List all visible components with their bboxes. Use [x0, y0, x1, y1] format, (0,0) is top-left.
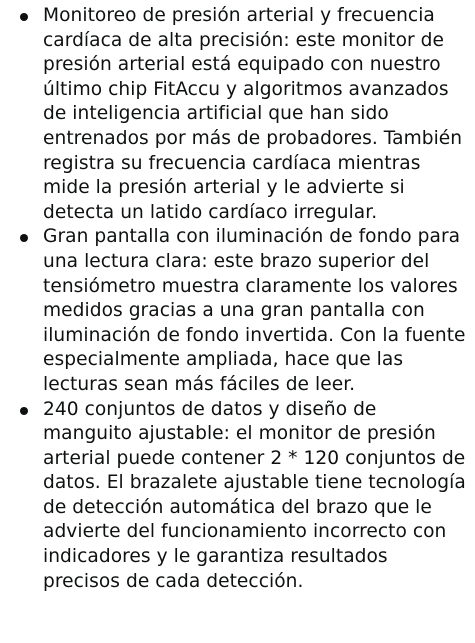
feature-bullet-item	[0, 4, 475, 225]
bullet-dot-icon	[20, 234, 28, 242]
feature-bullet-item	[0, 398, 475, 595]
feature-text: 240 conjuntos de datos y diseño de manguito ajustable: el monitor de presión arterial puede contener 2 * 120 conjuntos de datos. El brazalete ajustable tiene tecnología de detección automática del brazo que le advierte del funcionamiento incorrecto con indicadores y le garantiza resultados precisos de cada detección.	[43, 398, 466, 592]
bullet-dot-icon	[20, 407, 28, 415]
bullet-dot-icon	[20, 13, 28, 21]
feature-text: Monitoreo de presión arterial y frecuencia cardíaca de alta precisión: este monitor de presión arterial está equipado con nuestro último chip FitAccu y algoritmos avanzados de inteligencia artificial que han sido entrenados por más de probadores. También registra su frecuencia cardíaca mientras mide la presión arterial y le advierte si detecta un latido cardíaco irregular.	[43, 5, 463, 223]
feature-bullet-list	[0, 4, 475, 594]
feature-bullet-item	[0, 225, 475, 397]
feature-text: Gran pantalla con iluminación de fondo para una lectura clara: este brazo superior del tensiómetro muestra claramente los valores medidos gracias a una gran pantalla con iluminación de fondo invertida. Con la fuente especialmente ampliada, hace que las lecturas sean más fáciles de leer.	[43, 226, 466, 395]
